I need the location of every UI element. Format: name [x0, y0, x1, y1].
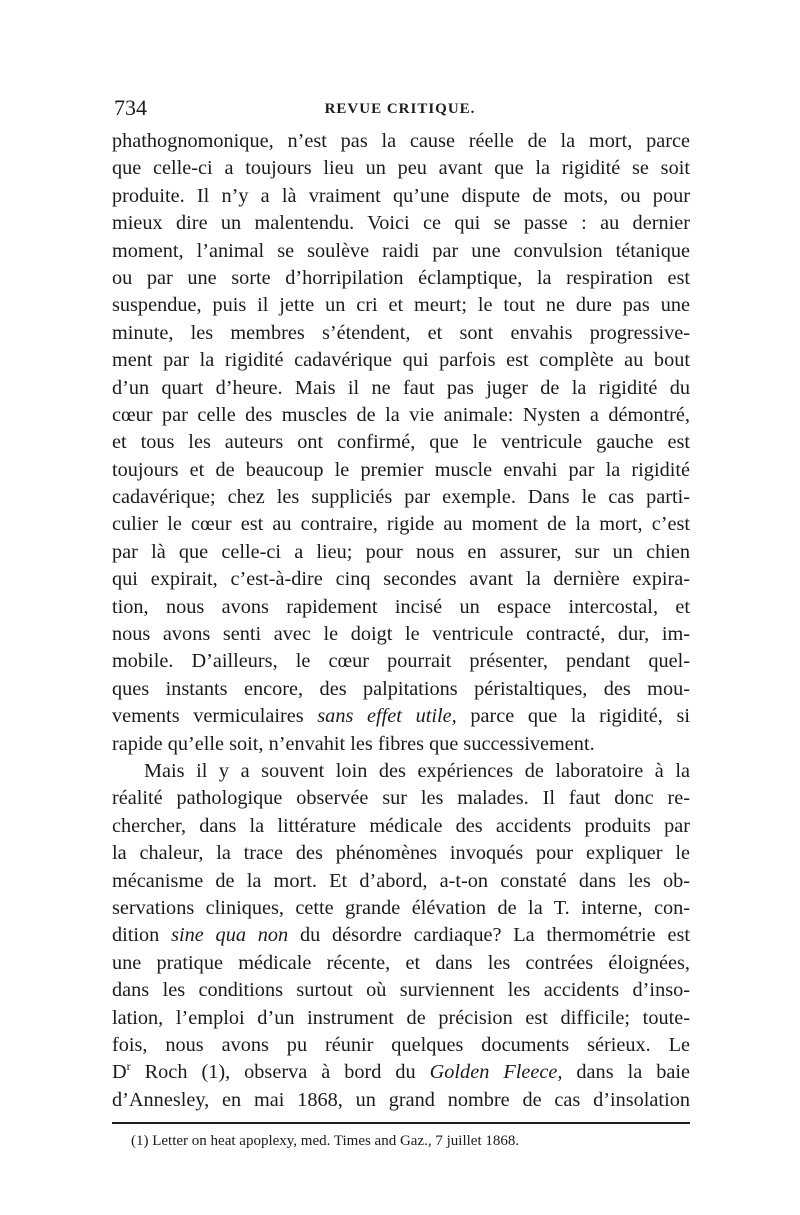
paragraph-end-line: rapide qu’elle soit, n’envahit les fibres que successivement. — [112, 732, 595, 755]
text-line: fois, nous avons pu réunir quelques documents sérieux. Le — [112, 1033, 690, 1056]
text-fragment: du désordre cardiaque? La thermométrie est — [288, 924, 690, 947]
text-line: servations cliniques, cette grande élévation de la T. interne, con- — [112, 896, 690, 919]
text-line: phathognomonique, n’est pas la cause réelle de la mort, parce — [112, 130, 690, 152]
text-line: tion, nous avons rapidement incisé un espace intercostal, et — [112, 595, 690, 618]
page-number: 734 — [114, 95, 147, 120]
text-fragment: dition — [112, 924, 172, 947]
footnote: (1) Letter on heat apoplexy, med. Times and Gaz., 7 juillet 1868. — [131, 1133, 520, 1149]
text-line: suspendue, puis il jette un cri et meurt; le tout ne dure pas une — [112, 294, 690, 317]
text-fragment: D — [112, 1061, 127, 1084]
text-fragment: dans la baie — [562, 1061, 690, 1084]
superscript: r — [126, 1059, 131, 1074]
text-fragment: vements vermiculaires — [112, 705, 318, 728]
text-fragment: Roch (1), observa à bord du — [130, 1061, 430, 1084]
running-title: REVUE CRITIQUE. — [324, 101, 476, 117]
text-line: chercher, dans la littérature médicale des accidents produits par — [112, 814, 690, 837]
text-line: mobile. D’ailleurs, le cœur pourrait présenter, pendant quel- — [112, 650, 690, 673]
italic-phrase: sine qua non — [171, 924, 289, 947]
text-line: d’un quart d’heure. Mais il ne faut pas juger de la rigidité du — [112, 376, 690, 399]
body-text — [112, 128, 690, 1114]
text-line: par là que celle-ci a lieu; pour nous en assurer, sur un chien — [112, 540, 690, 563]
text-line: nous avons senti avec le doigt le ventricule contracté, dur, im- — [112, 623, 690, 646]
text-line: qui expirait, c’est-à-dire cinq secondes avant la dernière expira- — [112, 568, 690, 591]
text-line: la chaleur, la trace des phénomènes invoqués pour expliquer le — [112, 842, 690, 865]
text-line: cœur par celle des muscles de la vie animale: Nysten a démontré, — [112, 403, 690, 426]
text-line: moment, l’animal se soulève raidi par une convulsion tétanique — [112, 239, 690, 262]
text-line: réalité pathologique observée sur les malades. Il faut donc re- — [112, 787, 690, 810]
text-line: et tous les auteurs ont confirmé, que le ventricule gauche est — [112, 431, 690, 454]
text-line: que celle-ci a toujours lieu un peu avant que la rigidité se soit — [112, 157, 690, 180]
text-line: toujours et de beaucoup le premier muscle envahi par la rigidité — [112, 458, 690, 481]
text-line: ou par une sorte d’horripilation éclamptique, la respiration est — [112, 266, 690, 289]
text-line: lation, l’emploi d’un instrument de précision est difficile; toute- — [112, 1006, 690, 1029]
text-line: mécanisme de la mort. Et d’abord, a-t-on constaté dans les ob- — [112, 869, 690, 892]
text-line-italic-phrase — [112, 703, 690, 730]
text-line: ques instants encore, des palpitations péristaltiques, des mou- — [112, 677, 690, 700]
italic-phrase: Golden Fleece, — [429, 1061, 563, 1084]
text-line: d’Annesley, en mai 1868, un grand nombre de cas d’insolation — [112, 1088, 690, 1111]
text-line: mieux dire un malentendu. Voici ce qui se passe : au dernier — [112, 212, 690, 235]
text-line: culier le cœur est au contraire, rigide au moment de la mort, c’est — [112, 513, 690, 536]
paragraph-start-line: Mais il y a souvent loin des expériences de laboratoire à la — [144, 759, 690, 782]
text-line: une pratique médicale récente, et dans les contrées éloignées, — [112, 951, 690, 974]
text-line: minute, les membres s’étendent, et sont envahis progressive- — [112, 321, 690, 344]
page-header — [114, 94, 686, 122]
text-line: produite. Il n’y a là vraiment qu’une dispute de mots, ou pour — [112, 184, 690, 207]
text-line: cadavérique; chez les suppliciés par exemple. Dans le cas parti- — [112, 486, 690, 509]
footnote-rule — [112, 1122, 690, 1124]
text-fragment: parce que la rigidité, si — [456, 705, 690, 728]
italic-phrase: sans effet utile, — [317, 705, 457, 728]
text-line-italic-phrase — [112, 1059, 690, 1086]
text-line: ment par la rigidité cadavérique qui parfois est complète au bout — [112, 349, 690, 372]
text-line: dans les conditions surtout où surviennent les accidents d’inso- — [112, 979, 690, 1002]
text-line-italic-phrase — [112, 922, 690, 949]
